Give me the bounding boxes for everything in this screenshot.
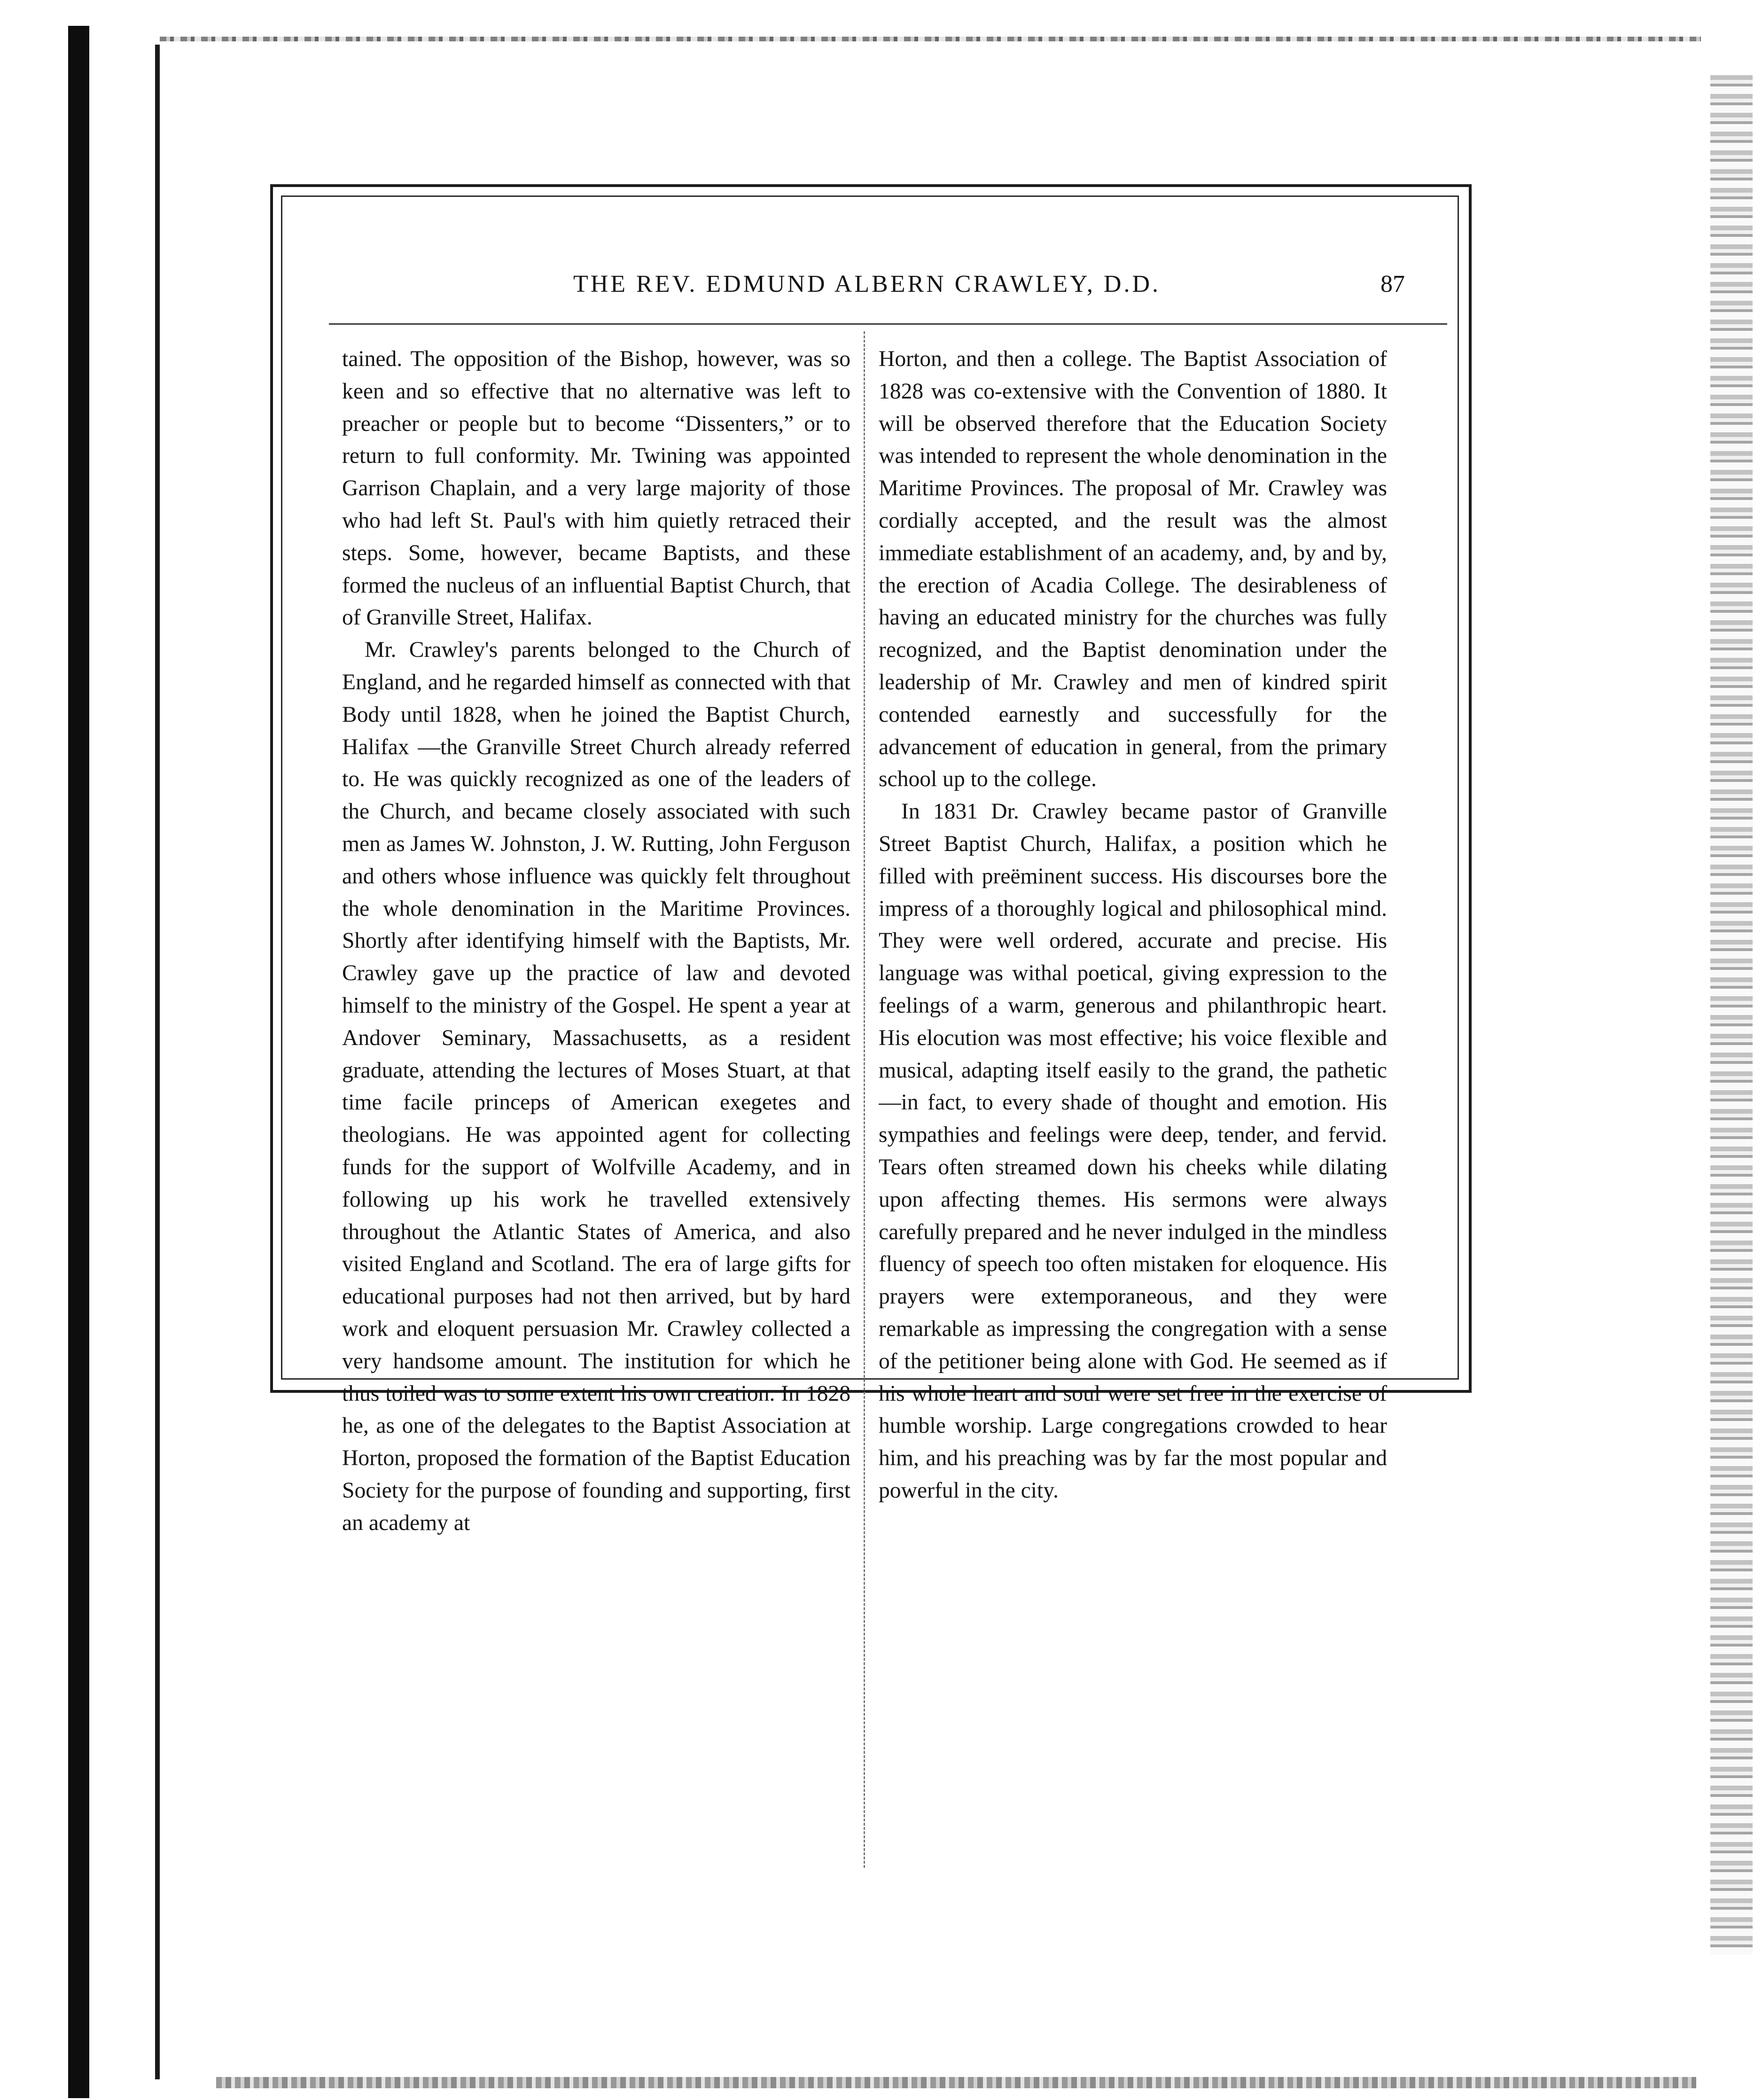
scan-right-edge bbox=[1710, 75, 1753, 1955]
paragraph: In 1831 Dr. Crawley became pastor of Granville Street Baptist Church, Halifax, a position which he filled with preëminent success. His discourses bore the impress of a thoroughly logical and philosophical mind. They were well ordered, accurate and precise. His language was withal poetical, giving expression to the feelings of a warm, generous and philanthropic heart. His elocution was most effective; his voice flexible and musical, adapting itself easily to the grand, the pathetic—in fact, to every shade of thought and emotion. His sympathies and feelings were deep, tender, and fervid. Tears often streamed down his cheeks while dilating upon affecting themes. His sermons were always carefully prepared and he never indulged in the mindless fluency of speech too often mistaken for eloquence. His prayers were extemporaneous, and they were remarkable as impressing the congregation with a sense of the petitioner being alone with God. He seemed as if his whole heart and soul were set free in the exercise of humble worship. Large congregations crowded to hear him, and his preaching was by far the most popular and powerful in the city. bbox=[879, 799, 1387, 1503]
binding-edge bbox=[155, 45, 160, 2079]
paragraph: Mr. Crawley's parents belonged to the Church of England, and he regarded himself as connected with that Body until 1828, when he joined the Baptist Church, Halifax —the Granville Street Church already referred to. He was quickly recognized as one of the leaders of the Church, and became closely associated with such men as James W. Johnston, J. W. Rutting, John Ferguson and others whose influence was quickly felt throughout the whole denomination in the Maritime Provinces. Shortly after identifying himself with the Baptists, Mr. Crawley gave up the practice of law and devoted himself to the ministry of the Gospel. He spent a year at Andover Seminary, Massachusetts, as a resident graduate, attending the lectures of Moses Stuart, at that time facile princeps of American exegetes and theologians. He was appointed agent for collecting funds for the support of Wolfville Academy, and in following up his work he travelled extensively throughout the Atlantic States of America, and also visited England and Scotland. The era of large gifts for educational purposes had not then arrived, but by hard work and eloquent persuasion Mr. Crawley collected a very handsome amount. The institution for which he thus toiled was to some extent his own creation. In 1828 he, as one of the delegates to the Baptist Association at Horton, proposed the formation of the Baptist Education Society for the purpose of founding and supporting, first an academy at bbox=[342, 638, 850, 1535]
page-number: 87 bbox=[1380, 271, 1405, 297]
text-column-right bbox=[879, 343, 1387, 1861]
scan-top-edge bbox=[160, 37, 1701, 41]
paragraph: tained. The opposition of the Bishop, however, was so keen and so effective that no alternative was left to preacher or people but to become “Dissenters,” or to return to full conformity. Mr. Twining was appointed Garrison Chaplain, and a very large majority of those who had left St. Paul's with him quietly retraced their steps. Some, however, became Baptists, and these formed the nucleus of an influential Baptist Church, that of Granville Street, Halifax. bbox=[342, 347, 850, 630]
binding-shadow bbox=[68, 26, 89, 2098]
text-column-left bbox=[342, 343, 850, 1861]
column-divider bbox=[864, 331, 865, 1868]
running-head bbox=[329, 270, 1405, 303]
scan-bottom-edge bbox=[216, 2077, 1696, 2088]
paragraph: Horton, and then a college. The Baptist Association of 1828 was co-extensive with the Convention of 1880. It will be observed therefore that the Education Society was intended to represent the whole denomination in the Maritime Provinces. The proposal of Mr. Crawley was cordially accepted, and the result was the almost immediate establishment of an academy, and, by and by, the erection of Acadia College. The desirableness of having an educated ministry for the churches was fully recognized, and the Baptist denomination under the leadership of Mr. Crawley and men of kindred spirit contended earnestly and successfully for the advancement of education in general, from the primary school up to the college. bbox=[879, 347, 1387, 792]
running-title: THE REV. EDMUND ALBERN CRAWLEY, D.D. bbox=[573, 271, 1161, 297]
header-rule bbox=[329, 323, 1447, 325]
